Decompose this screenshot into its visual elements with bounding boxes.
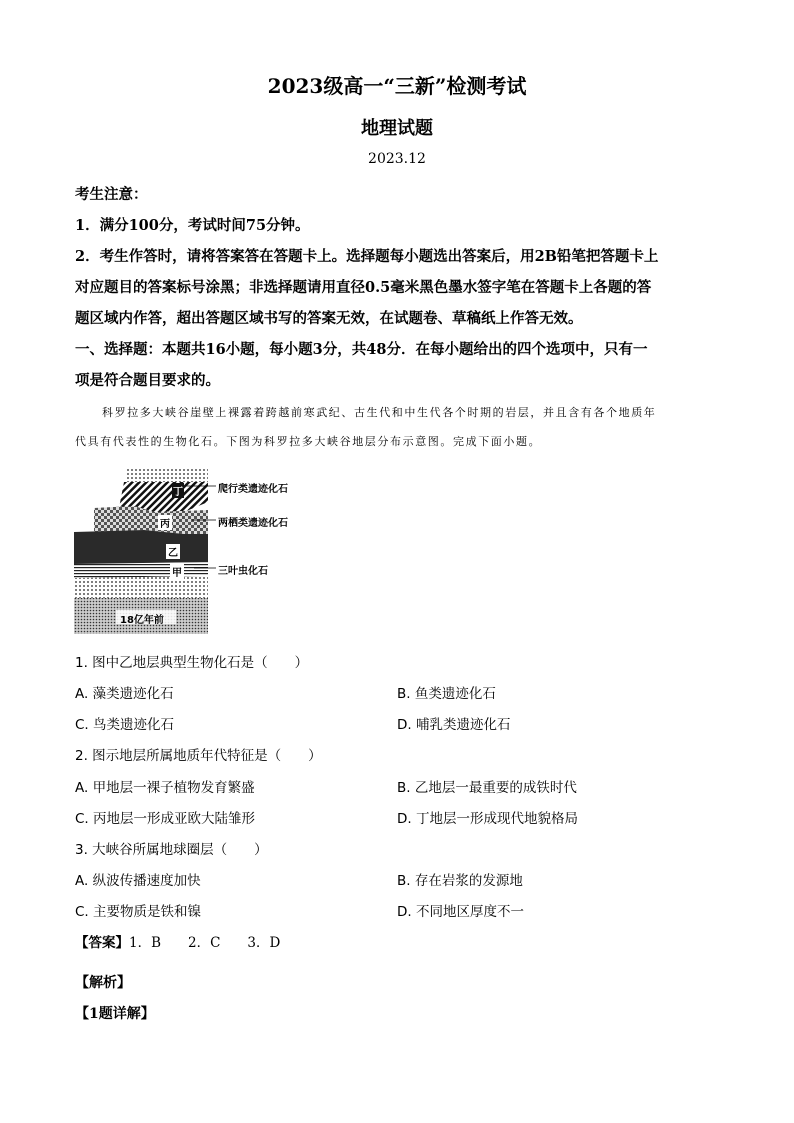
label-reptile-fossil: 爬行类遗迹化石 xyxy=(218,484,288,495)
material-line-2: 代具有代表性的生物化石。下图为科罗拉多大峡谷地层分布示意图。完成下面小题。 xyxy=(75,435,542,448)
label-jia: 甲 xyxy=(170,564,184,579)
question-1-stem: 1. 图中乙地层典型生物化石是（ ） xyxy=(75,655,309,671)
analysis-label: 【解析】 xyxy=(75,975,131,991)
label-yi: 乙 xyxy=(166,544,180,559)
analysis-detail-heading: 【1题详解】 xyxy=(75,1006,155,1022)
question-2-option-d: D. 丁地层一形成现代地貌格局 xyxy=(397,811,578,827)
question-2-option-c: C. 丙地层一形成亚欧大陆雏形 xyxy=(75,811,256,827)
section-heading-line-1: 一、选择题：本题共16小题，每小题3分，共48分．在每小题给出的四个选项中，只有一 xyxy=(75,341,648,358)
question-1-option-d: D. 哺乳类遗迹化石 xyxy=(397,717,511,733)
notice-item-2-line-3: 题区域内作答，超出答题区域书写的答案无效，在试题卷、草稿纸上作答无效。 xyxy=(75,310,583,327)
question-3-option-b: B. 存在岩浆的发源地 xyxy=(397,873,523,889)
exam-title: 2023级高一“三新”检测考试 xyxy=(267,74,527,98)
question-3-option-c: C. 主要物质是铁和镍 xyxy=(75,904,202,920)
question-3-option-a: A. 纵波传播速度加快 xyxy=(75,873,201,889)
label-amphibian-fossil: 两栖类遗迹化石 xyxy=(218,518,288,529)
notice-item-1: 1．满分100分，考试时间75分钟。 xyxy=(75,217,310,234)
material-line-1: 科罗拉多大峡谷崖壁上裸露着跨越前寒武纪、古生代和中生代各个时期的岩层，并且含有各个地质年 xyxy=(102,406,657,419)
question-1-option-c: C. 鸟类遗迹化石 xyxy=(75,717,175,733)
cap-layer xyxy=(126,468,208,482)
strata-diagram xyxy=(74,468,304,634)
layer-jia xyxy=(74,562,208,578)
layer-yi xyxy=(74,530,208,564)
subject-title: 地理试题 xyxy=(361,118,433,139)
question-3-stem: 3. 大峡谷所属地球圈层（ ） xyxy=(75,842,268,858)
question-3-option-d: D. 不同地区厚度不一 xyxy=(397,904,524,920)
label-ding: 丁 xyxy=(172,483,184,498)
notice-heading: 考生注意： xyxy=(75,186,148,203)
notice-item-2-line-2: 对应题目的答案标号涂黑；非选择题请用直径0.5毫米黑色墨水签字笔在答题卡上各题的答 xyxy=(75,279,652,296)
label-trilobite-fossil: 三叶虫化石 xyxy=(218,566,268,577)
question-1-option-a: A. 藻类遗迹化石 xyxy=(75,686,174,702)
exam-date: 2023.12 xyxy=(368,151,426,167)
question-2-option-b: B. 乙地层一最重要的成铁时代 xyxy=(397,780,577,796)
question-2-stem: 2. 图示地层所属地质年代特征是（ ） xyxy=(75,748,322,764)
section-heading-line-2: 项是符合题目要求的。 xyxy=(75,372,220,389)
question-1-option-b: B. 鱼类遗迹化石 xyxy=(397,686,496,702)
answer-block xyxy=(75,931,280,951)
answer-values: 1．B 2．C 3．D xyxy=(129,935,281,951)
label-18-billion-years: 18亿年前 xyxy=(120,615,164,626)
question-2-option-a: A. 甲地层一裸子植物发育繁盛 xyxy=(75,780,255,796)
notice-item-2-line-1: 2．考生作答时，请将答案答在答题卡上。选择题每小题选出答案后，用2B铅笔把答题卡上 xyxy=(75,248,659,265)
label-bing: 丙 xyxy=(158,515,172,530)
answer-label: 【答案】 xyxy=(75,935,129,951)
